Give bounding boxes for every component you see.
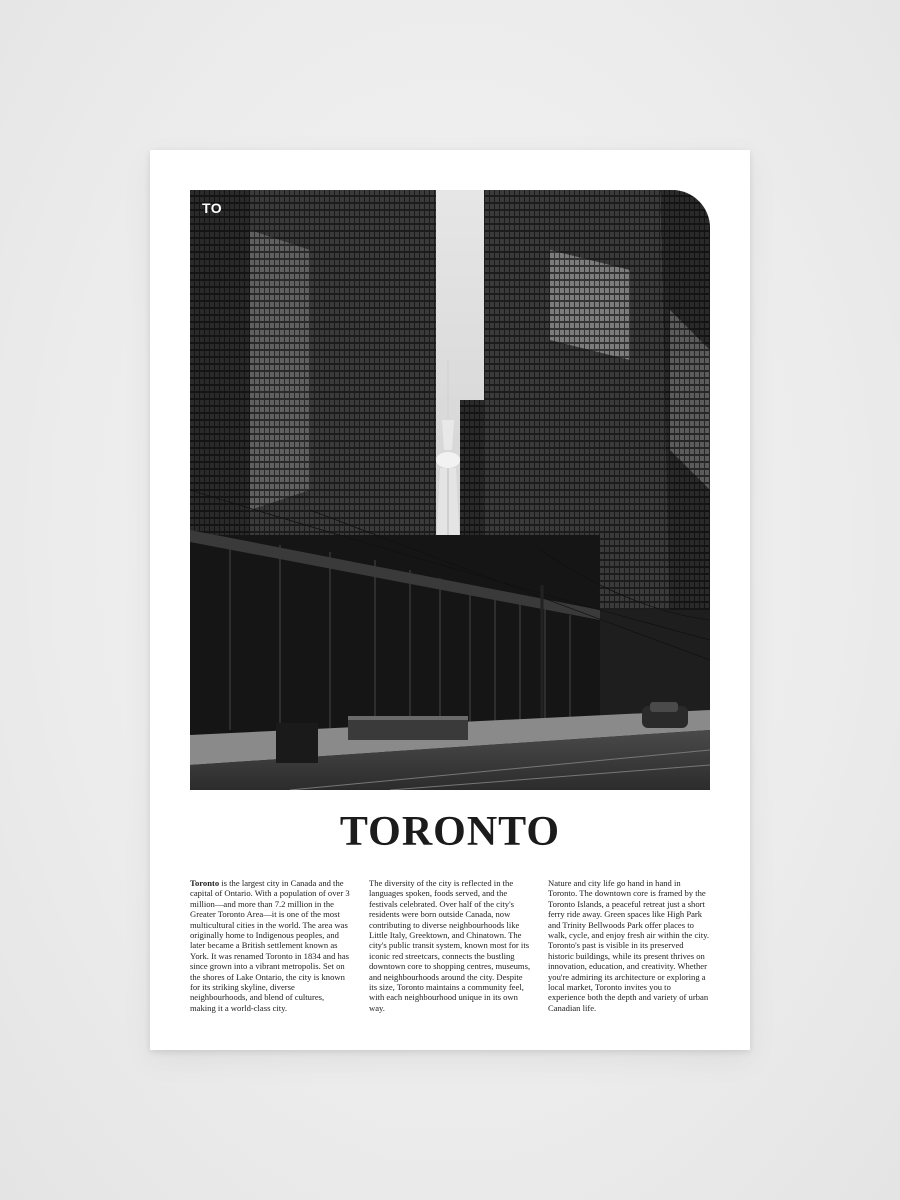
skyline-illustration [190, 190, 710, 790]
text-column-3: Nature and city life go hand in hand in Toronto. The downtown core is framed by the Toronto Islands, a peaceful retreat just a short ferry ride away. Green spaces like High Park and Trinity Bellwoods Park offer places to walk, cycle, and enjoy fresh air within the city. Toronto's past is visible in its preserved historic buildings, while its present thrives on innovation, education, and creativity. Whether you're admiring its architecture or exploring a local market, Toronto invites you to experience both the depth and variety of urban Canadian life. [548, 878, 709, 1013]
text-columns [190, 878, 710, 1013]
text-column-1 [190, 878, 352, 1013]
poster [150, 150, 750, 1050]
corner-badge: TO [202, 200, 223, 216]
city-photo [190, 190, 710, 790]
column-1-body: is the largest city in Canada and the capital of Ontario. With a population of over 3 million—and more than 7.2 million in the Greater Toronto Area—it is one of the most multicultural cities in the world. The area was originally home to Indigenous peoples, and later became a British settlement known as York. It was renamed Toronto in 1834 and has since grown into a vibrant metropolis. Set on the shores of Lake Ontario, the city is known for its striking skyline, diverse neighbourhoods, and blend of cultures, making it a world-class city. [190, 878, 350, 1013]
column-lead-word: Toronto [190, 878, 220, 888]
text-column-2: The diversity of the city is reflected in the languages spoken, foods served, and the festivals celebrated. Over half of the city's residents were born outside Canada, now contributing to diverse neighbourhoods like Little Italy, Greektown, and Chinatown. The city's public transit system, known most for its iconic red streetcars, connects the bustling downtown core to shopping centres, museums, and neighbourhoods around the city. Despite its size, Toronto maintains a community feel, with each neighbourhood unique in its own way. [369, 878, 531, 1013]
poster-title: TORONTO [339, 809, 561, 855]
